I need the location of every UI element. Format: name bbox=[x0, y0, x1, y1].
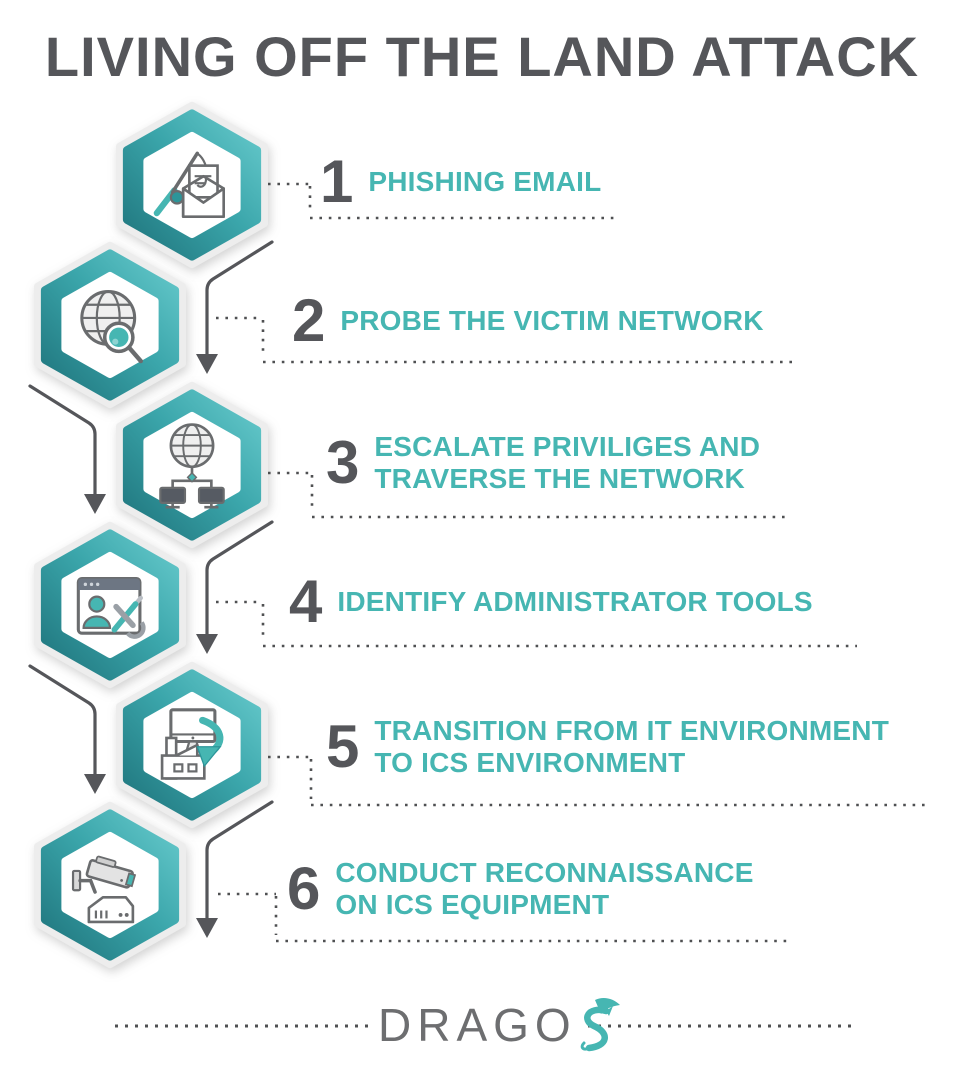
hexagon-step-6 bbox=[30, 801, 190, 969]
step-5-label: TRANSITION FROM IT ENVIRONMENT TO ICS ENVIRONMENT bbox=[374, 715, 890, 778]
step-1-label: PHISHING EMAIL bbox=[368, 166, 602, 197]
page-title: LIVING OFF THE LAND ATTACK bbox=[44, 25, 920, 88]
step-6-label: CONDUCT RECONNAISSANCE ON ICS EQUIPMENT bbox=[335, 857, 754, 920]
step-4-label: IDENTIFY ADMINISTRATOR TOOLS bbox=[337, 586, 813, 617]
step-5-number: 5 bbox=[326, 713, 360, 780]
step-4-number: 4 bbox=[289, 568, 323, 635]
step-6-number: 6 bbox=[287, 855, 321, 922]
step-6-row bbox=[287, 857, 754, 921]
step-2-number: 2 bbox=[292, 287, 326, 354]
step-2-row bbox=[292, 287, 764, 354]
step-3-label: ESCALATE PRIVILIGES AND TRAVERSE THE NETWORK bbox=[374, 431, 761, 494]
step-5-row bbox=[326, 715, 889, 779]
brand-text: DRAGO bbox=[378, 999, 577, 1051]
step-3-row bbox=[326, 431, 760, 495]
step-3-number: 3 bbox=[326, 429, 360, 496]
step-4-row bbox=[289, 568, 813, 635]
dragos-logo bbox=[378, 996, 621, 1054]
step-2-label: PROBE THE VICTIM NETWORK bbox=[340, 305, 764, 336]
step-1-row bbox=[320, 148, 602, 215]
step-1-number: 1 bbox=[320, 148, 354, 215]
admin-tools-icon bbox=[78, 579, 143, 637]
dragos-dragon-s-icon bbox=[575, 996, 621, 1054]
